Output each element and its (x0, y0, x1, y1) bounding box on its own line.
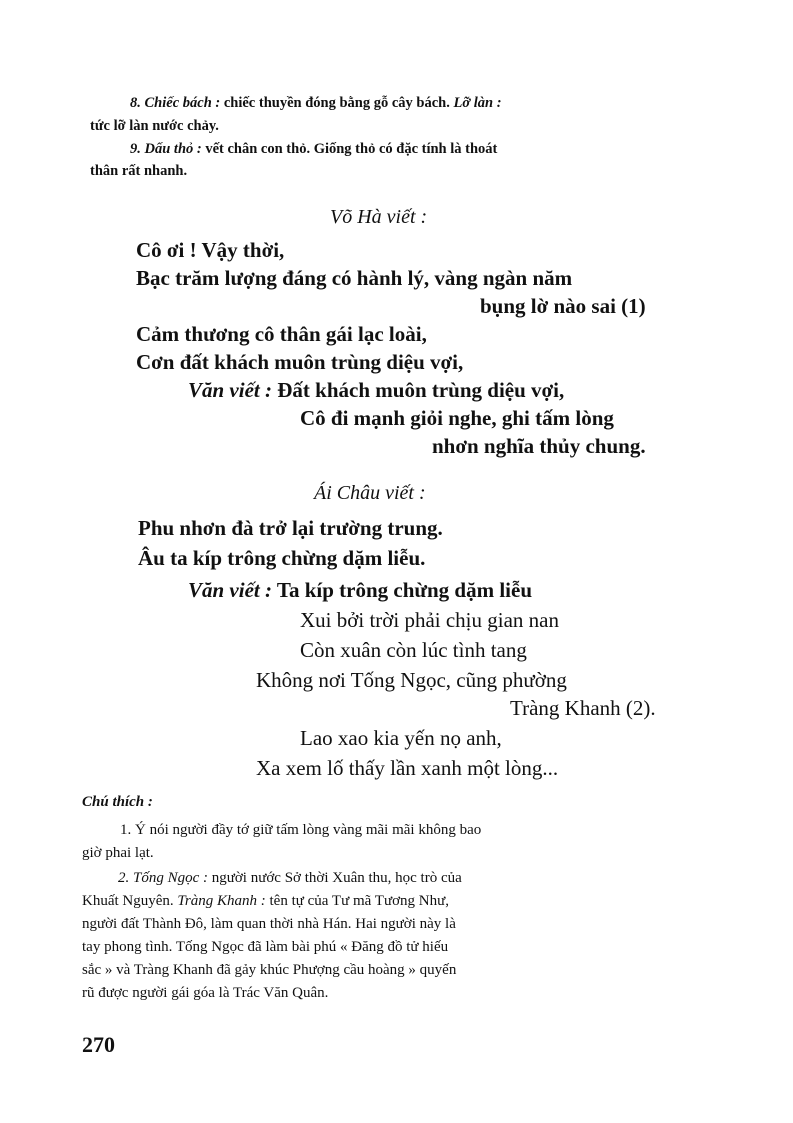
note-8-term2: Lỡ làn : (453, 95, 502, 111)
footnote-2-term2: Tràng Khanh : (173, 893, 266, 909)
verse-line: Âu ta kíp trông chừng dặm liễu. (138, 546, 426, 570)
note-9-term: 9. Dấu thỏ : (130, 141, 202, 157)
note-9-cont: thân rất nhanh. (90, 163, 188, 179)
note-8-text: chiếc thuyền đóng bằng gỗ cây bách. (220, 95, 450, 111)
verse-line: Xa xem lố thấy lần xanh một lòng... (256, 756, 559, 780)
verse-line: Lao xao kia yến nọ anh, (300, 726, 502, 750)
speaker-line: Đất khách muôn trùng diệu vợi, (277, 378, 565, 402)
footnote-2-l2a: Khuất Nguyên. (82, 893, 174, 909)
note-9-text: vết chân con thỏ. Giống thỏ có đặc tính là thoát (201, 141, 498, 157)
footnote-1: 1. Ý nói người đầy tớ giữ tấm lòng vàng mãi mãi không bao (120, 822, 482, 838)
footnote-1-cont: giờ phai lạt. (82, 845, 154, 861)
verse-line: Xui bởi trời phải chịu gian nan (300, 608, 559, 632)
note-8-cont: tức lỡ làn nước chảy. (90, 118, 219, 134)
footnote-2-line: tay phong tình. Tống Ngọc đã làm bài phú « Đăng đồ tử hiếu (82, 939, 449, 955)
footnote-2-l2b: tên tự của Tư mã Tương Như, (265, 893, 449, 909)
verse-line: nhơn nghĩa thủy chung. (432, 434, 646, 458)
speaker-line: Ta kíp trông chừng dặm liễu (276, 578, 533, 602)
footnotes-heading: Chú thích : (82, 794, 153, 810)
verse-line: bụng lờ nào sai (1) (480, 294, 646, 318)
note-8-term: 8. Chiếc bách : (130, 95, 221, 111)
section1-speaker-row (188, 378, 564, 403)
verse-line: Bạc trăm lượng đáng có hành lý, vàng ngàn năm (136, 266, 573, 290)
verse-line: Còn xuân còn lúc tình tang (300, 638, 527, 662)
speaker-label: Văn viết : (188, 578, 272, 602)
footnote-2-line: người đất Thành Đô, làm quan thời nhà Hán. Hai người này là (82, 916, 456, 932)
footnote-2 (118, 870, 462, 887)
footnote-2-line2 (82, 893, 449, 910)
page-number: 270 (82, 1032, 115, 1057)
footnote-2-term: 2. Tống Ngọc : (118, 870, 208, 886)
speaker-label: Văn viết : (188, 378, 272, 402)
verse-line: Không nơi Tống Ngọc, cũng phường (256, 668, 567, 692)
verse-line: Cô đi mạnh giỏi nghe, ghi tấm lòng (300, 406, 614, 430)
footnote-2-line: sắc » và Tràng Khanh đã gảy khúc Phượng cầu hoàng » quyến (82, 962, 457, 978)
footnote-2-text: người nước Sở thời Xuân thu, học trò của (208, 870, 462, 886)
section2-heading: Ái Châu viết : (314, 482, 426, 504)
verse-line: Cơn đất khách muôn trùng diệu vợi, (136, 350, 464, 374)
verse-line: Cảm thương cô thân gái lạc loài, (136, 322, 427, 346)
verse-line: Tràng Khanh (2). (510, 696, 656, 720)
footnote-2-line: rũ được người gái góa là Trác Văn Quân. (82, 985, 329, 1001)
note-8 (130, 95, 502, 112)
section2-speaker-row (188, 578, 532, 603)
verse-line: Phu nhơn đà trở lại trường trung. (138, 516, 443, 540)
note-9 (130, 141, 497, 158)
verse-line: Cô ơi ! Vậy thời, (136, 238, 285, 262)
section1-heading: Võ Hà viết : (330, 206, 428, 228)
